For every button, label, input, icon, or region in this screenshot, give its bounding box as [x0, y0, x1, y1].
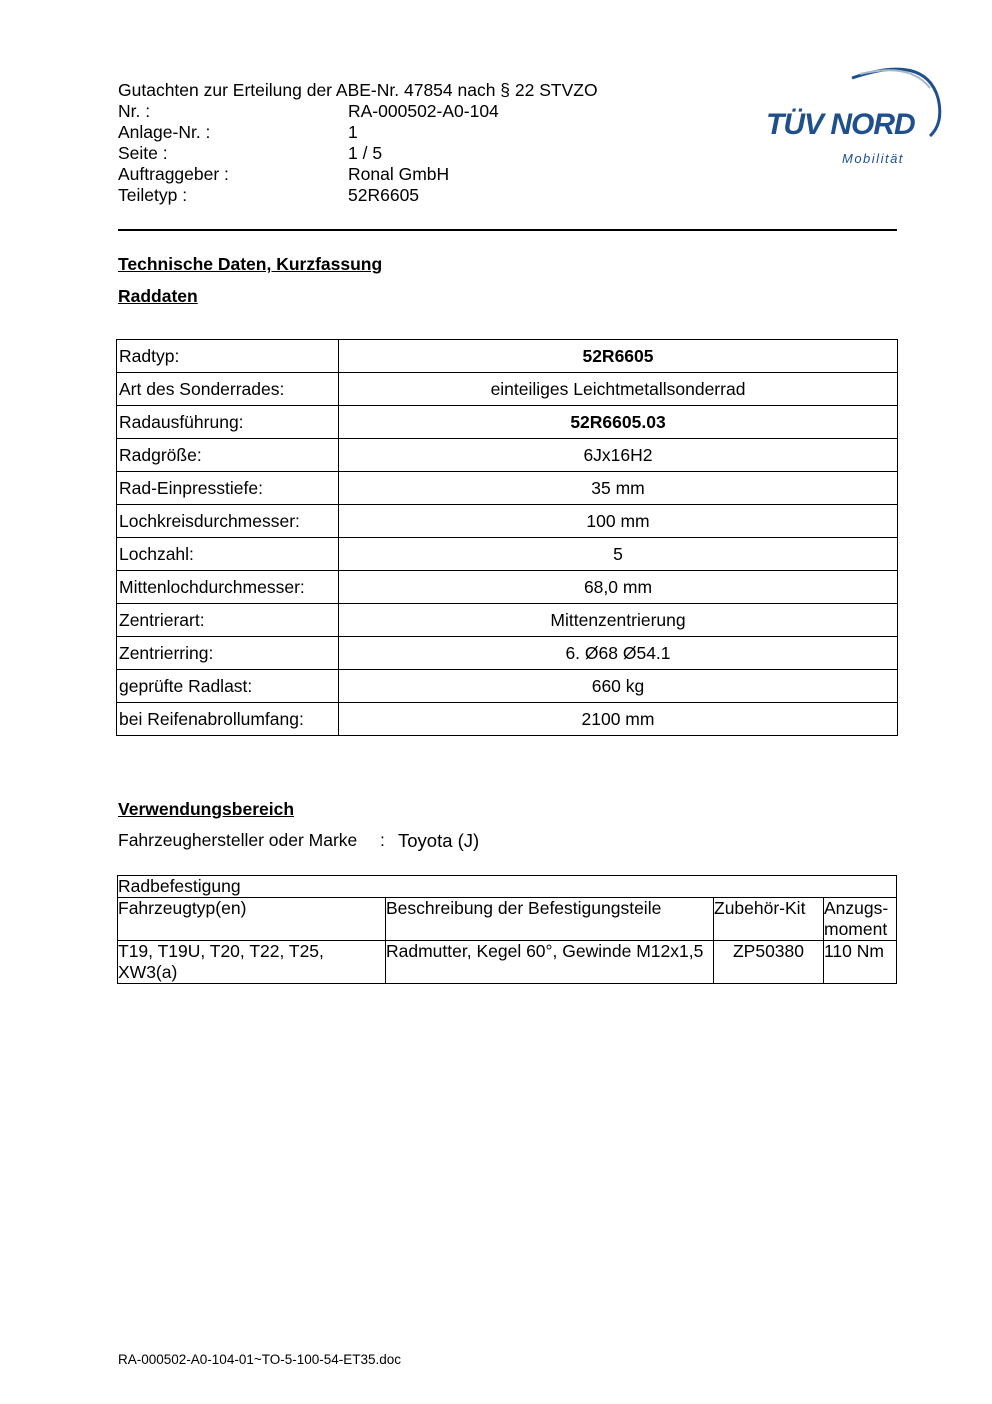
usage-heading: Verwendungsbereich — [118, 799, 295, 819]
wheel-value-cell: 5 — [339, 538, 898, 571]
wheel-value-cell: 68,0 mm — [339, 571, 898, 604]
wheel-key-cell: Rad-Einpresstiefe: — [117, 472, 339, 505]
header-value: 1 / 5 — [348, 143, 383, 163]
header-row-seite — [118, 143, 678, 164]
col-header-vehicle-types: Fahrzeugtyp(en) — [118, 898, 386, 941]
wheel-key-cell: Radgröße: — [117, 439, 339, 472]
table-row — [117, 670, 898, 703]
wheel-key-cell: Radausführung: — [117, 406, 339, 439]
table-row — [117, 505, 898, 538]
mounting-table — [117, 875, 897, 984]
table-row — [117, 340, 898, 373]
header-divider — [118, 229, 897, 231]
wheel-value-cell: 100 mm — [339, 505, 898, 538]
wheel-key-cell: Zentrierart: — [117, 604, 339, 637]
table-row — [117, 373, 898, 406]
wheel-value-cell: 660 kg — [339, 670, 898, 703]
mounting-caption: Radbefestigung — [118, 876, 897, 898]
wheel-value-cell: 52R6605.03 — [339, 406, 898, 439]
wheel-key-cell: Art des Sonderrades: — [117, 373, 339, 406]
wheel-value-cell: einteiliges Leichtmetallsonderrad — [339, 373, 898, 406]
header-label: Auftraggeber : — [118, 164, 229, 184]
maker-value: Toyota (J) — [398, 830, 480, 851]
header-label: Teiletyp : — [118, 185, 188, 205]
mounting-caption-row — [118, 876, 897, 898]
wheel-key-cell: bei Reifenabrollumfang: — [117, 703, 339, 736]
table-row — [118, 941, 897, 984]
footer-filename: RA-000502-A0-104-01~TO-5-100-54-ET35.doc — [118, 1352, 402, 1367]
wheel-value-cell: Mittenzentrierung — [339, 604, 898, 637]
description-cell: Radmutter, Kegel 60°, Gewinde M12x1,5 — [386, 941, 714, 984]
col-header-torque: Anzugs-moment — [824, 898, 897, 941]
table-row — [117, 703, 898, 736]
table-row — [117, 538, 898, 571]
table-row — [117, 406, 898, 439]
wheel-key-cell: Radtyp: — [117, 340, 339, 373]
section-title: Technische Daten, Kurzfassung — [118, 254, 383, 274]
logo-wordmark: TÜV NORD — [766, 108, 915, 141]
col-header-kit: Zubehör-Kit — [714, 898, 824, 941]
header-label: Seite : — [118, 143, 168, 163]
table-row — [117, 604, 898, 637]
report-title: Gutachten zur Erteilung der ABE-Nr. 47854 nach § 22 STVZO — [118, 80, 598, 100]
header-row-anlage — [118, 122, 678, 143]
wheel-key-cell: Lochzahl: — [117, 538, 339, 571]
header-value: 1 — [348, 122, 358, 142]
col-header-description: Beschreibung der Befestigungsteile — [386, 898, 714, 941]
table-row — [117, 571, 898, 604]
tuv-nord-logo — [760, 58, 945, 173]
header-label: Anlage-Nr. : — [118, 122, 211, 142]
table-row — [117, 637, 898, 670]
wheel-key-cell: Lochkreisdurchmesser: — [117, 505, 339, 538]
maker-separator: : — [380, 830, 385, 850]
kit-cell: ZP50380 — [714, 941, 824, 984]
header-value: RA-000502-A0-104 — [348, 101, 499, 121]
wheel-value-cell: 2100 mm — [339, 703, 898, 736]
wheel-key-cell: geprüfte Radlast: — [117, 670, 339, 703]
vehicle-types-cell: T19, T19U, T20, T22, T25, XW3(a) — [118, 941, 386, 984]
header-row-auftraggeber — [118, 164, 678, 185]
maker-label: Fahrzeughersteller oder Marke — [118, 830, 358, 850]
torque-cell: 110 Nm — [824, 941, 897, 984]
wheel-value-cell: 6. Ø68 Ø54.1 — [339, 637, 898, 670]
header-row-nr — [118, 101, 678, 122]
header-value: 52R6605 — [348, 185, 420, 205]
wheel-value-cell: 35 mm — [339, 472, 898, 505]
header-row-teiletyp — [118, 185, 678, 206]
header-label: Nr. : — [118, 101, 151, 121]
table-row — [117, 439, 898, 472]
vehicle-maker-line — [118, 830, 479, 852]
document-header — [118, 80, 678, 206]
wheel-key-cell: Mittenlochdurchmesser: — [117, 571, 339, 604]
header-value: Ronal GmbH — [348, 164, 450, 184]
wheel-value-cell: 6Jx16H2 — [339, 439, 898, 472]
wheel-value-cell: 52R6605 — [339, 340, 898, 373]
mounting-header-row — [118, 898, 897, 941]
wheel-data-table — [116, 339, 898, 736]
logo-subtitle: Mobilität — [842, 151, 904, 166]
raddaten-heading: Raddaten — [118, 286, 198, 306]
table-row — [117, 472, 898, 505]
wheel-key-cell: Zentrierring: — [117, 637, 339, 670]
